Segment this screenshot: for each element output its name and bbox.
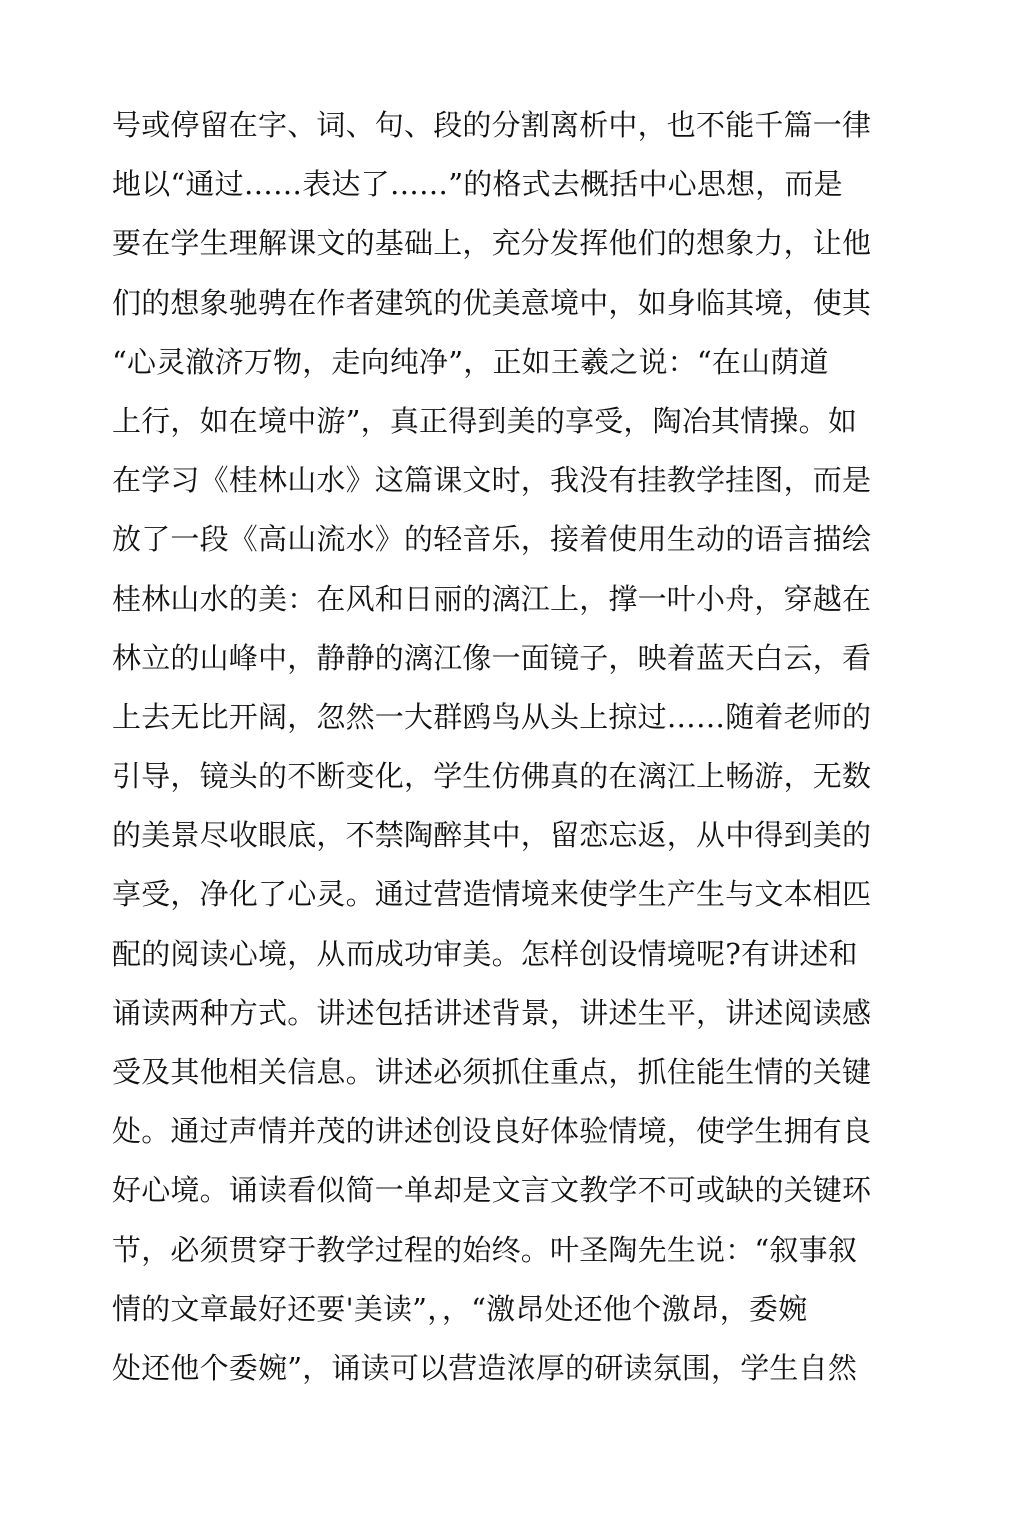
text-line: 上行，如在境中游”，真正得到美的享受，陶冶其情操。如 [112,403,858,438]
text-line: 受及其他相关信息。讲述必须抓住重点，抓住能生情的关键 [112,1055,872,1089]
text-line: 配的阅读心境，从而成功审美。怎样创设情境呢?有讲述和 [112,936,858,971]
text-line: 地以“通过……表达了……”的格式去概括中心思想，而是 [112,167,843,202]
text-line: 在学习《桂林山水》这篇课文时，我没有挂教学挂图，而是 [112,463,872,498]
text-line: 享受，净化了心灵。通过营造情境来使学生产生与文本相匹 [112,877,872,912]
text-line: “心灵澈济万物，走向纯净”，正如王羲之说：“在山荫道 [112,344,829,379]
text-line: 引导，镜头的不断变化，学生仿佛真的在漓江上畅游，无数 [112,759,872,794]
text-line: 好心境。诵读看似简一单却是文言文教学不可或缺的关键环 [112,1173,872,1208]
text-line: 上去无比开阔，忽然一大群鸥鸟从头上掠过……随着老师的 [112,699,872,734]
text-line: 号或停留在字、词、句、段的分割离析中，也不能千篇一律 [112,108,872,142]
text-line: 们的想象驰骋在作者建筑的优美意境中，如身临其境，使其 [112,285,872,320]
text-line: 的美景尽收眼底，不禁陶醉其中，留恋忘返，从中得到美的 [112,818,872,853]
text-line: 处还他个委婉”，诵读可以营造浓厚的研读氛围，学生自然 [112,1350,858,1385]
text-line: 桂林山水的美：在风和日丽的漓江上，撑一叶小舟，穿越在 [112,581,872,616]
text-line: 诵读两种方式。讲述包括讲述背景，讲述生平，讲述阅读感 [112,995,872,1030]
body-text [112,96,872,1398]
text-line: 处。通过声情并茂的讲述创设良好体验情境，使学生拥有良 [112,1114,872,1149]
text-line: 节，必须贯穿于教学过程的始终。叶圣陶先生说：“叙事叙 [112,1232,858,1267]
text-line: 林立的山峰中，静静的漓江像一面镜子，映着蓝天白云，看 [112,640,872,675]
text-line: 要在学生理解课文的基础上，充分发挥他们的想象力，让他 [112,226,872,261]
text-line: 情的文章最好还要'美读”，，“激昂处还他个激昂，委婉 [112,1291,808,1326]
text-line: 放了一段《高山流水》的轻音乐，接着使用生动的语言描绘 [112,522,872,557]
